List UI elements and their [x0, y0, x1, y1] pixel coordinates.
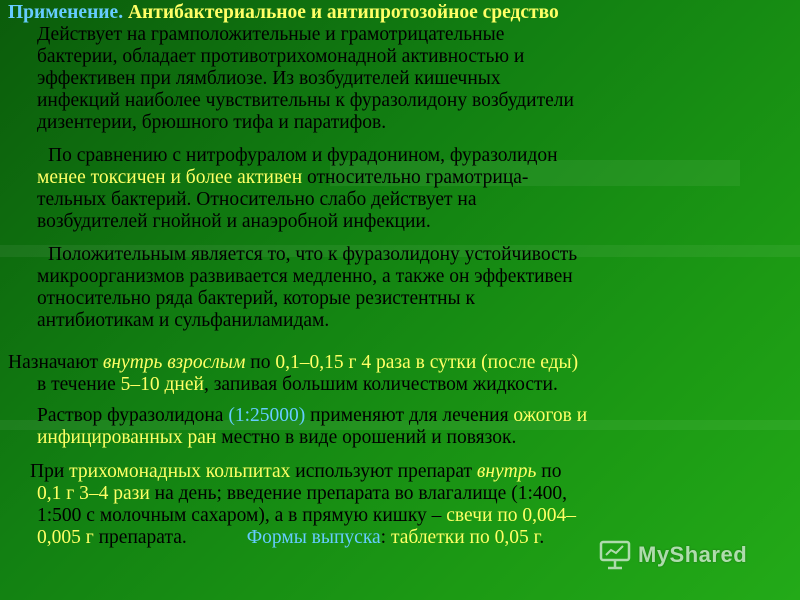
dosage-text: Назначают: [8, 352, 103, 373]
trichomonas-suppository-dose: свечи по 0,004–: [446, 505, 577, 526]
resistance-text-line: антибиотикам и сульфаниламидам.: [37, 310, 330, 331]
application-summary: Антибактериальное и антипротозойное средство: [123, 2, 559, 23]
release-forms-value: таблетки по 0,05 г: [390, 527, 540, 548]
application-text-line: дизентерии, брюшного тифа и паратифов.: [37, 112, 387, 133]
release-forms-label: Формы выпуска: [246, 527, 381, 548]
application-text-line: эффективен при лямблиозе. Из возбудителей кишечных: [37, 68, 501, 89]
application-text-line: инфекций наиболее чувствительны к фуразолидону возбудители: [37, 90, 574, 111]
trichomonas-text: препарата.: [93, 527, 187, 548]
trichomonas-text-line: [30, 461, 561, 483]
dosage-amount: 0,1–0,15 г 4 раза в сутки (после еды): [275, 352, 579, 373]
trichomonas-route: внутрь: [476, 461, 537, 482]
solution-text-line: [37, 405, 587, 427]
trichomonas-text: по: [536, 461, 562, 482]
comparison-text-line: По сравнению с нитрофуралом и фурадонином, фуразолидон: [48, 145, 558, 166]
release-forms-period: .: [539, 527, 545, 548]
solution-indication: инфицированных ран: [37, 427, 217, 448]
trichomonas-text: При: [30, 461, 70, 482]
trichomonas-text: 1:500 с молочным сахаром), а в прямую кишку –: [37, 505, 447, 526]
dosage-text: в течение: [37, 374, 121, 395]
trichomonas-text: на день; введение препарата во влагалище (1:400,: [149, 483, 567, 504]
watermark-logo: [598, 530, 798, 580]
comparison-text: относительно грамотрица-: [302, 167, 529, 188]
trichomonas-suppository-dose: 0,005 г: [37, 527, 94, 548]
comparison-text-line: [37, 167, 528, 189]
application-text-line: бактерии, обладает противотрихомонадной активностью и: [37, 46, 525, 67]
dosage-text: , запивая большим количеством жидкости.: [203, 374, 558, 395]
solution-indication: ожогов и: [513, 405, 588, 426]
trichomonas-text-line: [37, 505, 576, 527]
trichomonas-text-line: [37, 483, 567, 505]
dosage-text: по: [245, 352, 276, 373]
solution-text-line: [37, 427, 516, 449]
solution-ratio: (1:25000): [228, 405, 306, 426]
comparison-text-line: тельных бактерий. Относительно слабо действует на: [37, 189, 477, 210]
dosage-route: внутрь взрослым: [102, 352, 246, 373]
comparison-text-line: возбудителей гнойной и анаэробной инфекции.: [37, 211, 431, 232]
presentation-icon: [598, 538, 632, 572]
resistance-text-line: микроорганизмов развивается медленно, а также он эффективен: [37, 266, 573, 287]
resistance-text-line: Положительным является то, что к фуразолидону устойчивость: [48, 244, 578, 265]
trichomonas-dose: 0,1 г 3–4 рази: [37, 483, 150, 504]
comparison-highlight: менее токсичен и более активен: [37, 167, 303, 188]
application-heading: Применение.: [8, 2, 124, 23]
dosage-text-line: [37, 374, 558, 396]
application-text-line: Действует на грамположительные и грамотрицательные: [37, 24, 505, 45]
solution-text: местно в виде орошений и повязок.: [216, 427, 517, 448]
trichomonas-text: используют препарат: [290, 461, 477, 482]
dosage-text-line: [8, 352, 578, 374]
trichomonas-text-line: [37, 527, 544, 549]
dosage-duration: 5–10 дней: [120, 374, 204, 395]
resistance-text-line: относительно ряда бактерий, которые резистентны к: [37, 288, 475, 309]
trichomonas-condition: трихомонадных кольпитах: [69, 461, 291, 482]
watermark-brand: MyShared: [638, 542, 748, 567]
application-heading-line: [8, 2, 559, 24]
solution-text: Раствор фуразолидона: [37, 405, 229, 426]
solution-text: применяют для лечения: [305, 405, 514, 426]
release-forms-colon: :: [380, 527, 391, 548]
